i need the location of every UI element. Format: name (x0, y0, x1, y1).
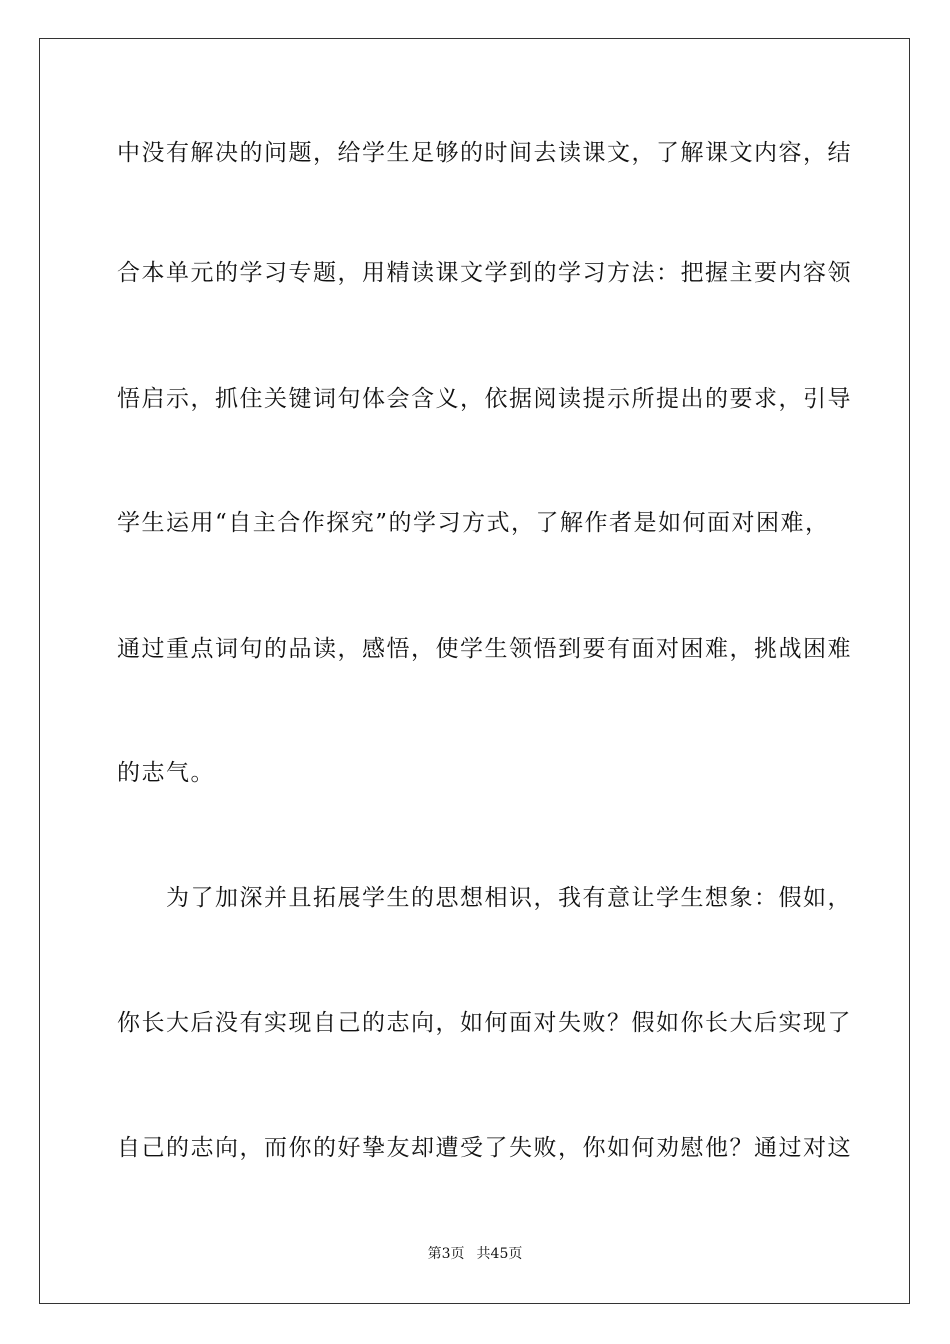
text-line: 自己的志向，而你的好挚友却遭受了失败，你如何劝慰他？通过对这 (117, 1135, 852, 1161)
page-border (39, 38, 910, 1304)
text-line: 通过重点词句的品读，感悟，使学生领悟到要有面对困难，挑战困难 (117, 636, 852, 662)
text-line: 学生运用“自主合作探究”的学习方式，了解作者是如何面对困难， (117, 510, 830, 536)
text-line: 合本单元的学习专题，用精读课文学到的学习方法：把握主要内容领 (117, 260, 852, 286)
page-footer (0, 1244, 950, 1264)
total-pages: 共45页 (476, 1246, 523, 1262)
text-line: 为了加深并且拓展学生的思想相识，我有意让学生想象：假如， (117, 885, 852, 911)
text-line: 的志气。 (117, 760, 215, 786)
text-line: 你长大后没有实现自己的志向，如何面对失败？假如你长大后实现了 (117, 1010, 852, 1036)
text-line: 悟启示，抓住关键词句体会含义，依据阅读提示所提出的要求，引导 (117, 386, 852, 412)
page-number: 第3页 (427, 1246, 465, 1262)
text-line: 中没有解决的问题，给学生足够的时间去读课文，了解课文内容，结 (117, 140, 852, 166)
